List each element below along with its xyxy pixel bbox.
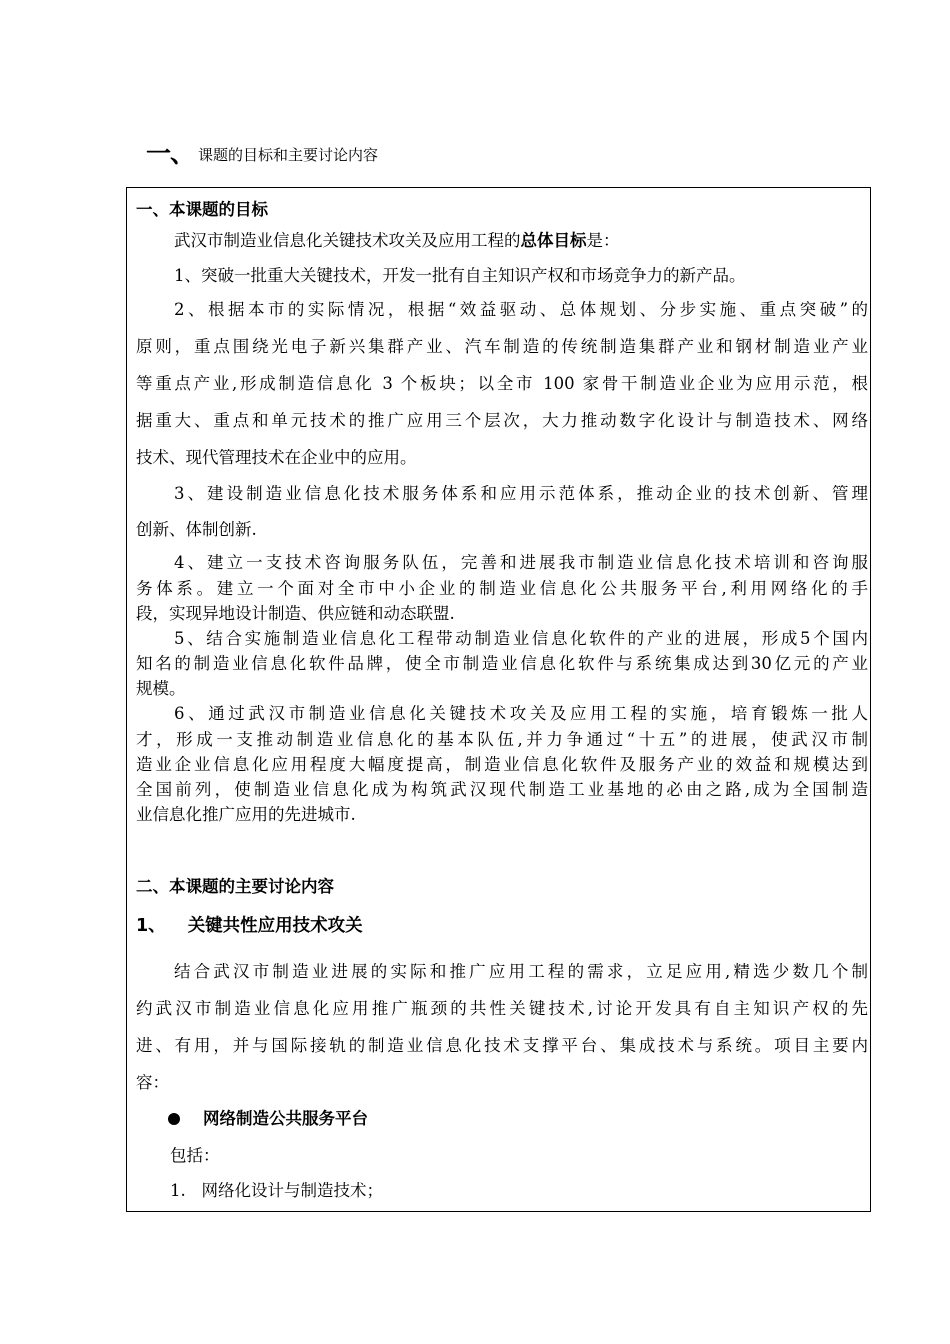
page-heading: [146, 138, 378, 166]
heading-number: 一、: [146, 139, 195, 168]
s1-line: 才，形成一支推动制造业信息化的基本队伍,并力争通过“十五”的进展，使武汉市制: [136, 730, 868, 749]
intro-tail: 是：: [586, 231, 620, 250]
s1-line: 段，实现异地设计制造、供应链和动态联盟.: [136, 604, 455, 623]
s1-line: 创新、体制创新.: [136, 520, 257, 539]
s1-line: 等重点产业,形成制造信息化 3 个板块；以全市 100 家骨干制造业企业为应用示范，根: [136, 374, 868, 393]
subheading-number: 1、: [136, 916, 166, 936]
s1-line: 4、建立一支技术咨询服务队伍，完善和进展我市制造业信息化技术培训和咨询服: [174, 553, 868, 572]
intro-text: 武汉市制造业信息化关键技术攻关及应用工程的: [174, 231, 521, 250]
includes-label: 包括：: [170, 1146, 220, 1165]
list-item: 1. 网络化设计与制造技术；: [170, 1181, 383, 1200]
s1-line: 全国前列，使制造业信息化成为构筑武汉现代制造工业基地的必由之路,成为全国制造: [136, 780, 868, 799]
section1-title: 一、本课题的目标: [136, 200, 268, 219]
section1-intro: [174, 230, 868, 252]
intro-bold: 总体目标: [520, 231, 587, 250]
subheading-title: 关键共性应用技术攻关: [187, 916, 363, 936]
s1-line: 6、通过武汉市制造业信息化关键技术攻关及应用工程的实施，培育锻炼一批人: [174, 704, 868, 723]
section2-title: 二、本课题的主要讨论内容: [136, 877, 334, 896]
s2-line: 容：: [136, 1073, 169, 1092]
s1-line: 原则，重点围绕光电子新兴集群产业、汽车制造的传统制造集群产业和钢材制造业产业: [136, 337, 868, 356]
s1-line: 3、建设制造业信息化技术服务体系和应用示范体系，推动企业的技术创新、管理: [174, 484, 868, 503]
s1-line: 业信息化推广应用的先进城市.: [136, 805, 356, 824]
s2-line: 结合武汉市制造业进展的实际和推广应用工程的需求，立足应用,精选少数几个制: [174, 962, 868, 981]
s1-line: 1、突破一批重大关键技术，开发一批有自主知识产权和市场竞争力的新产品。: [174, 266, 746, 285]
s1-line: 务体系。建立一个面对全市中小企业的制造业信息化公共服务平台,利用网络化的手: [136, 579, 868, 598]
bullet-title: 网络制造公共服务平台: [203, 1109, 368, 1128]
s1-line: 造业企业信息化应用程度大幅度提高，制造业信息化软件及服务产业的效益和规模达到: [136, 755, 868, 774]
s1-line: 规模。: [136, 679, 186, 698]
s1-line: 知名的制造业信息化软件品牌，使全市制造业信息化软件与系统集成达到30亿元的产业: [136, 654, 868, 673]
s1-line: 2、根据本市的实际情况，根据“效益驱动、总体规划、分步实施、重点突破”的: [174, 300, 868, 319]
bullet-icon: [168, 1113, 180, 1125]
s2-line: 约武汉市制造业信息化应用推广瓶颈的共性关键技术,讨论开发具有自主知识产权的先: [136, 999, 868, 1018]
section2-subheading: [136, 915, 868, 937]
s1-line: 技术、现代管理技术在企业中的应用。: [136, 448, 417, 467]
s2-line: 进、有用，并与国际接轨的制造业信息化技术支撑平台、集成技术与系统。项目主要内: [136, 1036, 868, 1055]
heading-text: 课题的目标和主要讨论内容: [198, 145, 379, 164]
s1-line: 据重大、重点和单元技术的推广应用三个层次，大力推动数字化设计与制造技术、网络: [136, 411, 868, 430]
s1-line: 5、结合实施制造业信息化工程带动制造业信息化软件的产业的进展，形成5个国内: [174, 629, 868, 648]
